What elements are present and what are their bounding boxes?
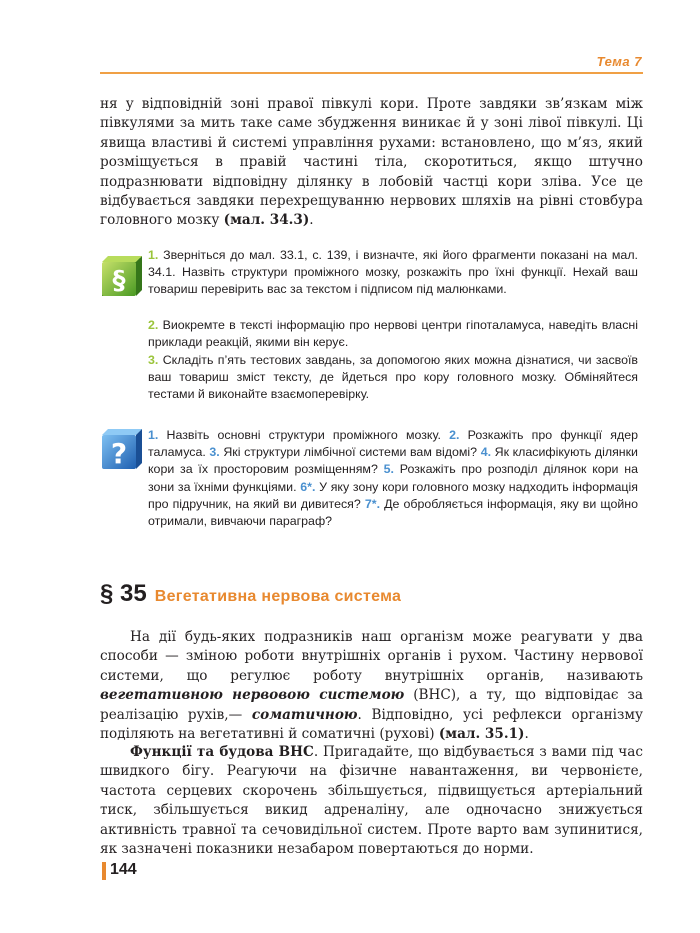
- topic-label: Тема 7: [596, 54, 642, 69]
- term-vegetative: вегетативною нервовою системою: [100, 687, 405, 704]
- task-number: 1.: [148, 248, 159, 262]
- intro-end: .: [309, 212, 314, 229]
- svg-text:§: §: [112, 266, 126, 296]
- question-number: 5.: [383, 462, 394, 477]
- question-text: Як класифікують ділянки кори за їх просторовим розміщенням?: [148, 445, 638, 477]
- section-number: § 35: [100, 580, 147, 607]
- task-number: 3.: [148, 353, 159, 367]
- question-number: 2.: [449, 428, 460, 442]
- task-item: [148, 352, 638, 404]
- paragraph-vns-intro: [100, 628, 643, 744]
- paragraph-text: . Відповідно, усі рефлекси організму поділяють на вегетативні й соматичні (рухові): [100, 706, 644, 743]
- paragraph-vns-functions: [100, 743, 643, 859]
- task-text: Складіть п’ять тестових завдань, за допомогою яких можна дізнатися, чи засвоїв ваш товариш зміст тексту, де йдеться про кору головного мозку. Обміняйтеся тестами й виконайте взаємоперевірку.: [148, 353, 638, 402]
- subheading: Функції та будова ВНС: [130, 744, 314, 760]
- question-text: Де обробляється інформація, яку ви щойно отримали, вивчаючи параграф?: [148, 496, 639, 529]
- task-number: 2.: [148, 318, 159, 332]
- question-text: У яку зону кори головного мозку надходить інформація про підручник, на який ви дивитеся?: [148, 479, 638, 511]
- paragraph-text: (ВНС), а ту, що відповідає за реалізацію рухів,—: [100, 687, 643, 723]
- question-text: Назвіть основні структури проміжного мозку.: [166, 428, 441, 442]
- task-text: Зверніться до мал. 33.1, с. 139, і визначте, які його фрагменти показані на мал. 34.1. Назвіть структури проміжного мозку, розкажіть про їхні функції. Нехай ваш товариш перевірить вас за текстом і підписом під малюнками.: [148, 248, 638, 297]
- section-heading: [100, 580, 401, 610]
- question-text: Які структури лімбічної системи вам відомі?: [223, 445, 478, 460]
- page-marker: [102, 862, 106, 880]
- task-item: [148, 317, 638, 351]
- question-number: 7*.: [364, 496, 381, 511]
- question-number: 4.: [480, 445, 492, 460]
- paragraph-text: На дії будь-яких подразників наш організм може реагувати у два способи — зміною роботи внутрішніх органів і рухом. Частину нервової системи, що регулює роботу внутрішніх органів, називають: [100, 629, 643, 684]
- paragraph-text: . Пригадайте, що відбувається з вами під час швидкого бігу. Реагуючи на фізичне навантаження, ви червонієте, частота серцевих скорочень збільшується, підвищується артеріальний тиск, збільшується викид адреналіну, але одночасно знижується активність травної та сечовидільної систем. Проте варто вам зупинитися, як зазначені показники незабаром повертаються до норми.: [100, 744, 644, 858]
- term-somatic: соматичною: [251, 706, 358, 723]
- intro-text: ня у відповідній зоні правої півкулі кори. Проте завдяки зв’язкам між півкулями за мить таке саме збудження виникає й у зоні лівої півкулі. Ці явища властиві й системі управління рухами: встановлено, що м’яз, який розміщується в правій частині тіла, скоротиться, якщо штучно подразнювати відповідну ділянку в лобовій частці кори зліва. Усе це відбувається завдяки перехрещуванню нервових шляхів на рівні стовбура головного мозку: [100, 96, 643, 229]
- paragraph-text: .: [524, 726, 529, 743]
- intro-paragraph: [100, 95, 643, 231]
- question-mark-icon: [100, 427, 144, 475]
- question-number: 6*.: [300, 479, 316, 494]
- question-number: 1.: [148, 428, 159, 442]
- task-text: Виокремте в тексті інформацію про нервові центри гіпоталамуса, наведіть власні приклади реакцій, якими він керує.: [148, 318, 638, 350]
- figure-reference: (мал. 34.3): [223, 212, 310, 229]
- question-number: 3.: [209, 445, 220, 460]
- figure-reference: (мал. 35.1): [438, 726, 525, 743]
- page-number: 144: [110, 861, 137, 878]
- question-text: Розкажіть про розподіл ділянок кори на зони за їхніми функціями.: [148, 462, 638, 494]
- section-sign-icon: [100, 254, 144, 302]
- question-text: Розкажіть про функції ядер таламуса.: [148, 428, 639, 460]
- section-title: Вегетативна нервова система: [154, 588, 402, 605]
- questions-list: [148, 427, 638, 530]
- header-rule: [100, 72, 643, 74]
- svg-text:?: ?: [110, 437, 128, 470]
- task-item: [148, 247, 638, 299]
